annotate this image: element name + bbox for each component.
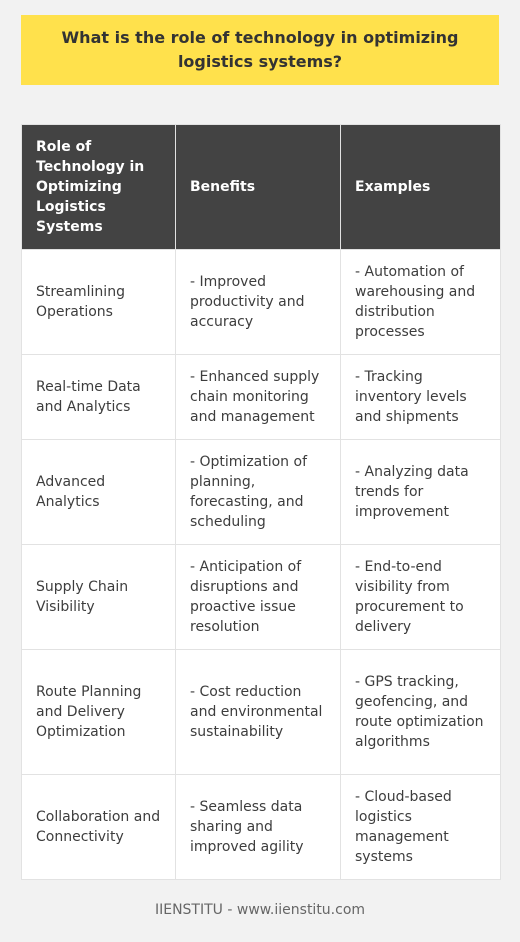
role-cell: Streamlining Operations (22, 250, 176, 355)
footer-credit: IIENSTITU - www.iienstitu.com (154, 902, 366, 918)
example-cell: - GPS tracking, geofencing, and route optimization algorithms (341, 650, 501, 775)
table-row (22, 440, 501, 545)
example-cell: - Tracking inventory levels and shipments (341, 355, 501, 440)
example-cell: - Cloud-based logistics management systems (341, 775, 501, 880)
benefit-cell: - Improved productivity and accuracy (176, 250, 341, 355)
role-cell: Supply Chain Visibility (22, 545, 176, 650)
benefit-cell: - Seamless data sharing and improved agility (176, 775, 341, 880)
role-cell: Advanced Analytics (22, 440, 176, 545)
header-role: Role of Technology in Optimizing Logistics Systems (22, 125, 176, 250)
benefit-cell: - Anticipation of disruptions and proactive issue resolution (176, 545, 341, 650)
table-row (22, 250, 501, 355)
table-header-row (22, 125, 501, 250)
page-title: What is the role of technology in optimizing logistics systems? (61, 28, 459, 71)
table-row (22, 650, 501, 775)
example-cell: - Automation of warehousing and distribution processes (341, 250, 501, 355)
table-row (22, 545, 501, 650)
title-banner (21, 15, 499, 85)
table-row (22, 775, 501, 880)
role-cell: Collaboration and Connectivity (22, 775, 176, 880)
benefit-cell: - Optimization of planning, forecasting, and scheduling (176, 440, 341, 545)
roles-table (21, 124, 501, 880)
example-cell: - Analyzing data trends for improvement (341, 440, 501, 545)
header-benefits: Benefits (176, 125, 341, 250)
header-examples: Examples (341, 125, 501, 250)
example-cell: - End-to-end visibility from procurement to delivery (341, 545, 501, 650)
benefit-cell: - Enhanced supply chain monitoring and management (176, 355, 341, 440)
role-cell: Real-time Data and Analytics (22, 355, 176, 440)
benefit-cell: - Cost reduction and environmental sustainability (176, 650, 341, 775)
table-row (22, 355, 501, 440)
role-cell: Route Planning and Delivery Optimization (22, 650, 176, 775)
